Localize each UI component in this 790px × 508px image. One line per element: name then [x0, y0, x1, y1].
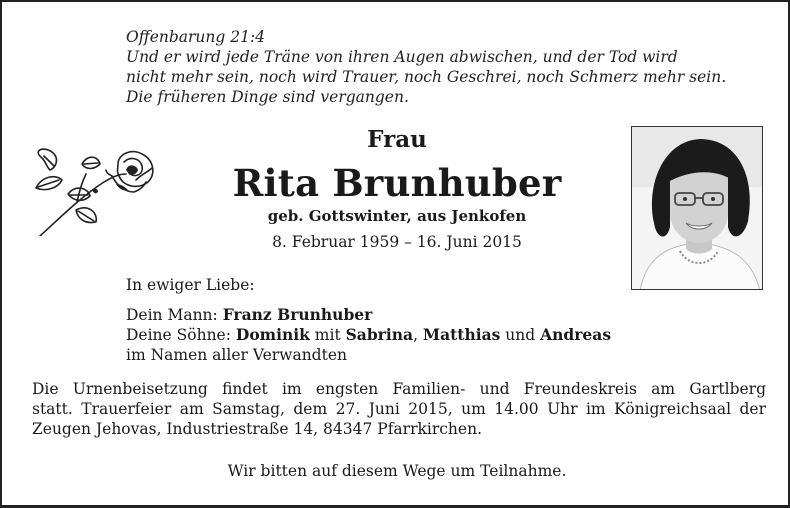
- closing-request: Wir bitten auf diesem Wege um Teilnahme.: [227, 462, 567, 480]
- sons-label: Deine Söhne:: [126, 326, 236, 344]
- relatives-line: im Namen aller Verwandten: [126, 346, 347, 364]
- life-dates: 8. Februar 1959 – 16. Juni 2015: [272, 233, 522, 251]
- verse-line: nicht mehr sein, noch wird Trauer, noch Geschrei, noch Schmerz mehr sein.: [126, 68, 727, 86]
- verse-line: Und er wird jede Träne von ihren Augen abwischen, und der Tod wird: [126, 48, 678, 66]
- partner-name: Sabrina: [345, 325, 414, 344]
- deceased-name: Rita Brunhuber: [232, 161, 562, 205]
- notice-line: statt. Trauerfeier am Samstag, dem 27. Juni 2015, um 14.00 Uhr im Königreichsaal der: [32, 400, 766, 418]
- connector: ,: [413, 326, 423, 344]
- son-name: Matthias: [422, 325, 501, 344]
- verse-line: Die früheren Dinge sind vergangen.: [126, 88, 409, 106]
- mourners-heading: In ewiger Liebe:: [126, 276, 255, 294]
- notice-line: Die Urnenbeisetzung findet im engsten Familien- und Freundeskreis am Gartlberg: [32, 380, 766, 398]
- funeral-notice: [32, 379, 766, 439]
- connector: und: [500, 326, 541, 344]
- son-name: Dominik: [235, 325, 310, 344]
- bible-verse: [126, 27, 776, 107]
- portrait-photo: [631, 126, 763, 290]
- mourners-list: [126, 275, 611, 365]
- connector: mit: [309, 326, 346, 344]
- verse-reference: Offenbarung 21:4: [126, 28, 266, 46]
- maiden-name-origin: geb. Gottswinter, aus Jenkofen: [267, 207, 527, 225]
- husband-line: [126, 305, 611, 325]
- husband-name: Franz Brunhuber: [222, 305, 373, 324]
- notice-line: Zeugen Jehovas, Industriestraße 14, 84347 Pfarrkirchen.: [32, 420, 482, 438]
- rose-illustration: [32, 144, 160, 236]
- salutation: Frau: [367, 126, 427, 153]
- son-name: Andreas: [540, 325, 612, 344]
- husband-label: Dein Mann:: [126, 306, 223, 324]
- sons-line: [126, 325, 611, 345]
